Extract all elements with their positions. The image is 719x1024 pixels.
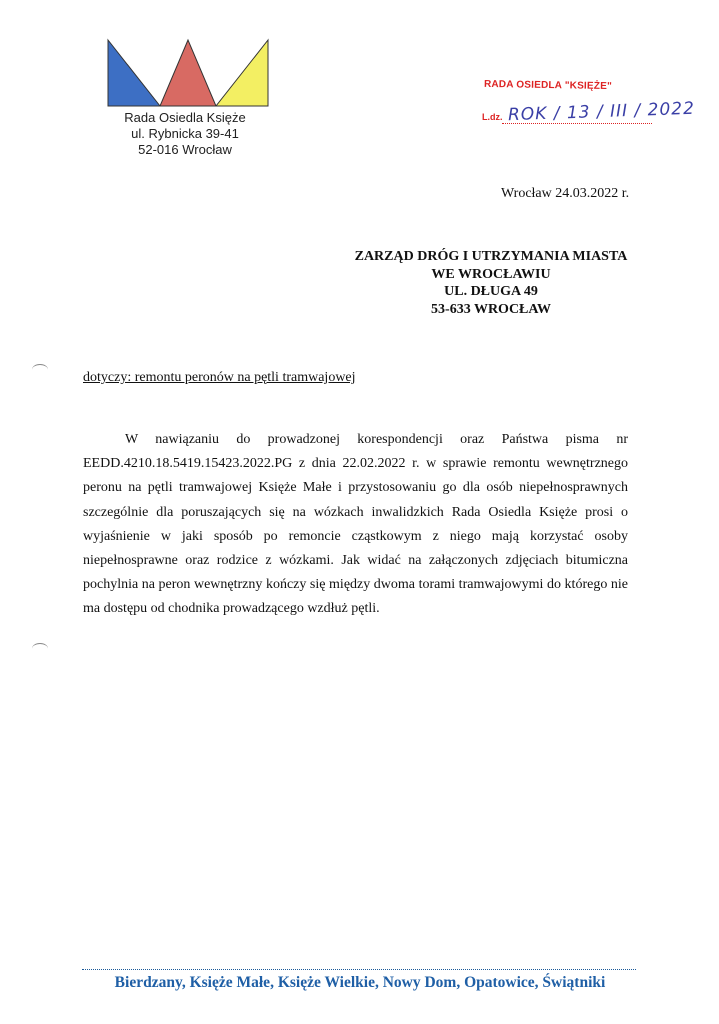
council-logo xyxy=(106,38,270,108)
recipient-line-3: UL. DŁUGA 49 xyxy=(444,284,538,299)
letter-date: Wrocław 24.03.2022 r. xyxy=(501,186,630,201)
letter-body xyxy=(83,428,628,622)
stamp-ldz-label: L.dz. xyxy=(482,112,503,122)
stamp-title: RADA OSIEDLA "KSIĘŻE" xyxy=(483,78,613,93)
recipient-address xyxy=(312,248,670,318)
punch-hole-mark xyxy=(32,364,48,375)
sender-name: Rada Osiedla Księże xyxy=(124,110,246,125)
body-paragraph: W nawiązaniu do prowadzonej korespondencji oraz Państwa pisma nr EEDD.4210.18.5419.15423.2022.PG z dnia 22.02.2022 r. w sprawie remontu wewnętrznego peronu na pętli tramwajowej Księże Małe i przystosowaniu go dla osób niepełnosprawnych szczególnie dla poruszających się na wózkach inwalidzkich Rada Osiedla Księże prosi o wyjaśnienie w jaki sposób po remoncie cząstkowym z niego mają korzystać osoby niepełnosprawne oraz rodzice z wózkami. Jak widać na załączonych zdjęciach bitumiczna pochylnia na peron wewnętrzny kończy się między dwoma torami tramwajowymi do którego nie ma dostępu od chodnika prowadzącego wzdłuż pętli. xyxy=(83,432,628,617)
sender-city: 52-016 Wrocław xyxy=(138,142,232,157)
stamp-handwritten-number: ROK / 13 / III / 2022 xyxy=(507,98,696,126)
punch-hole-mark xyxy=(32,643,48,654)
recipient-line-4: 53-633 WROCŁAW xyxy=(431,301,551,317)
sender-address xyxy=(100,110,270,158)
letter-subject: dotyczy: remontu peronów na pętli tramwajowej xyxy=(83,370,356,385)
recipient-line-2: WE WROCŁAWIU xyxy=(431,266,551,282)
footer-divider xyxy=(82,969,636,970)
footer-districts: Bierdzany, Księże Małe, Księże Wielkie, Nowy Dom, Opatowice, Świątniki xyxy=(114,974,606,991)
registry-stamp xyxy=(478,78,696,138)
sender-street: ul. Rybnicka 39-41 xyxy=(131,126,239,141)
recipient-line-1: ZARZĄD DRÓG I UTRZYMANIA MIASTA xyxy=(354,249,628,264)
